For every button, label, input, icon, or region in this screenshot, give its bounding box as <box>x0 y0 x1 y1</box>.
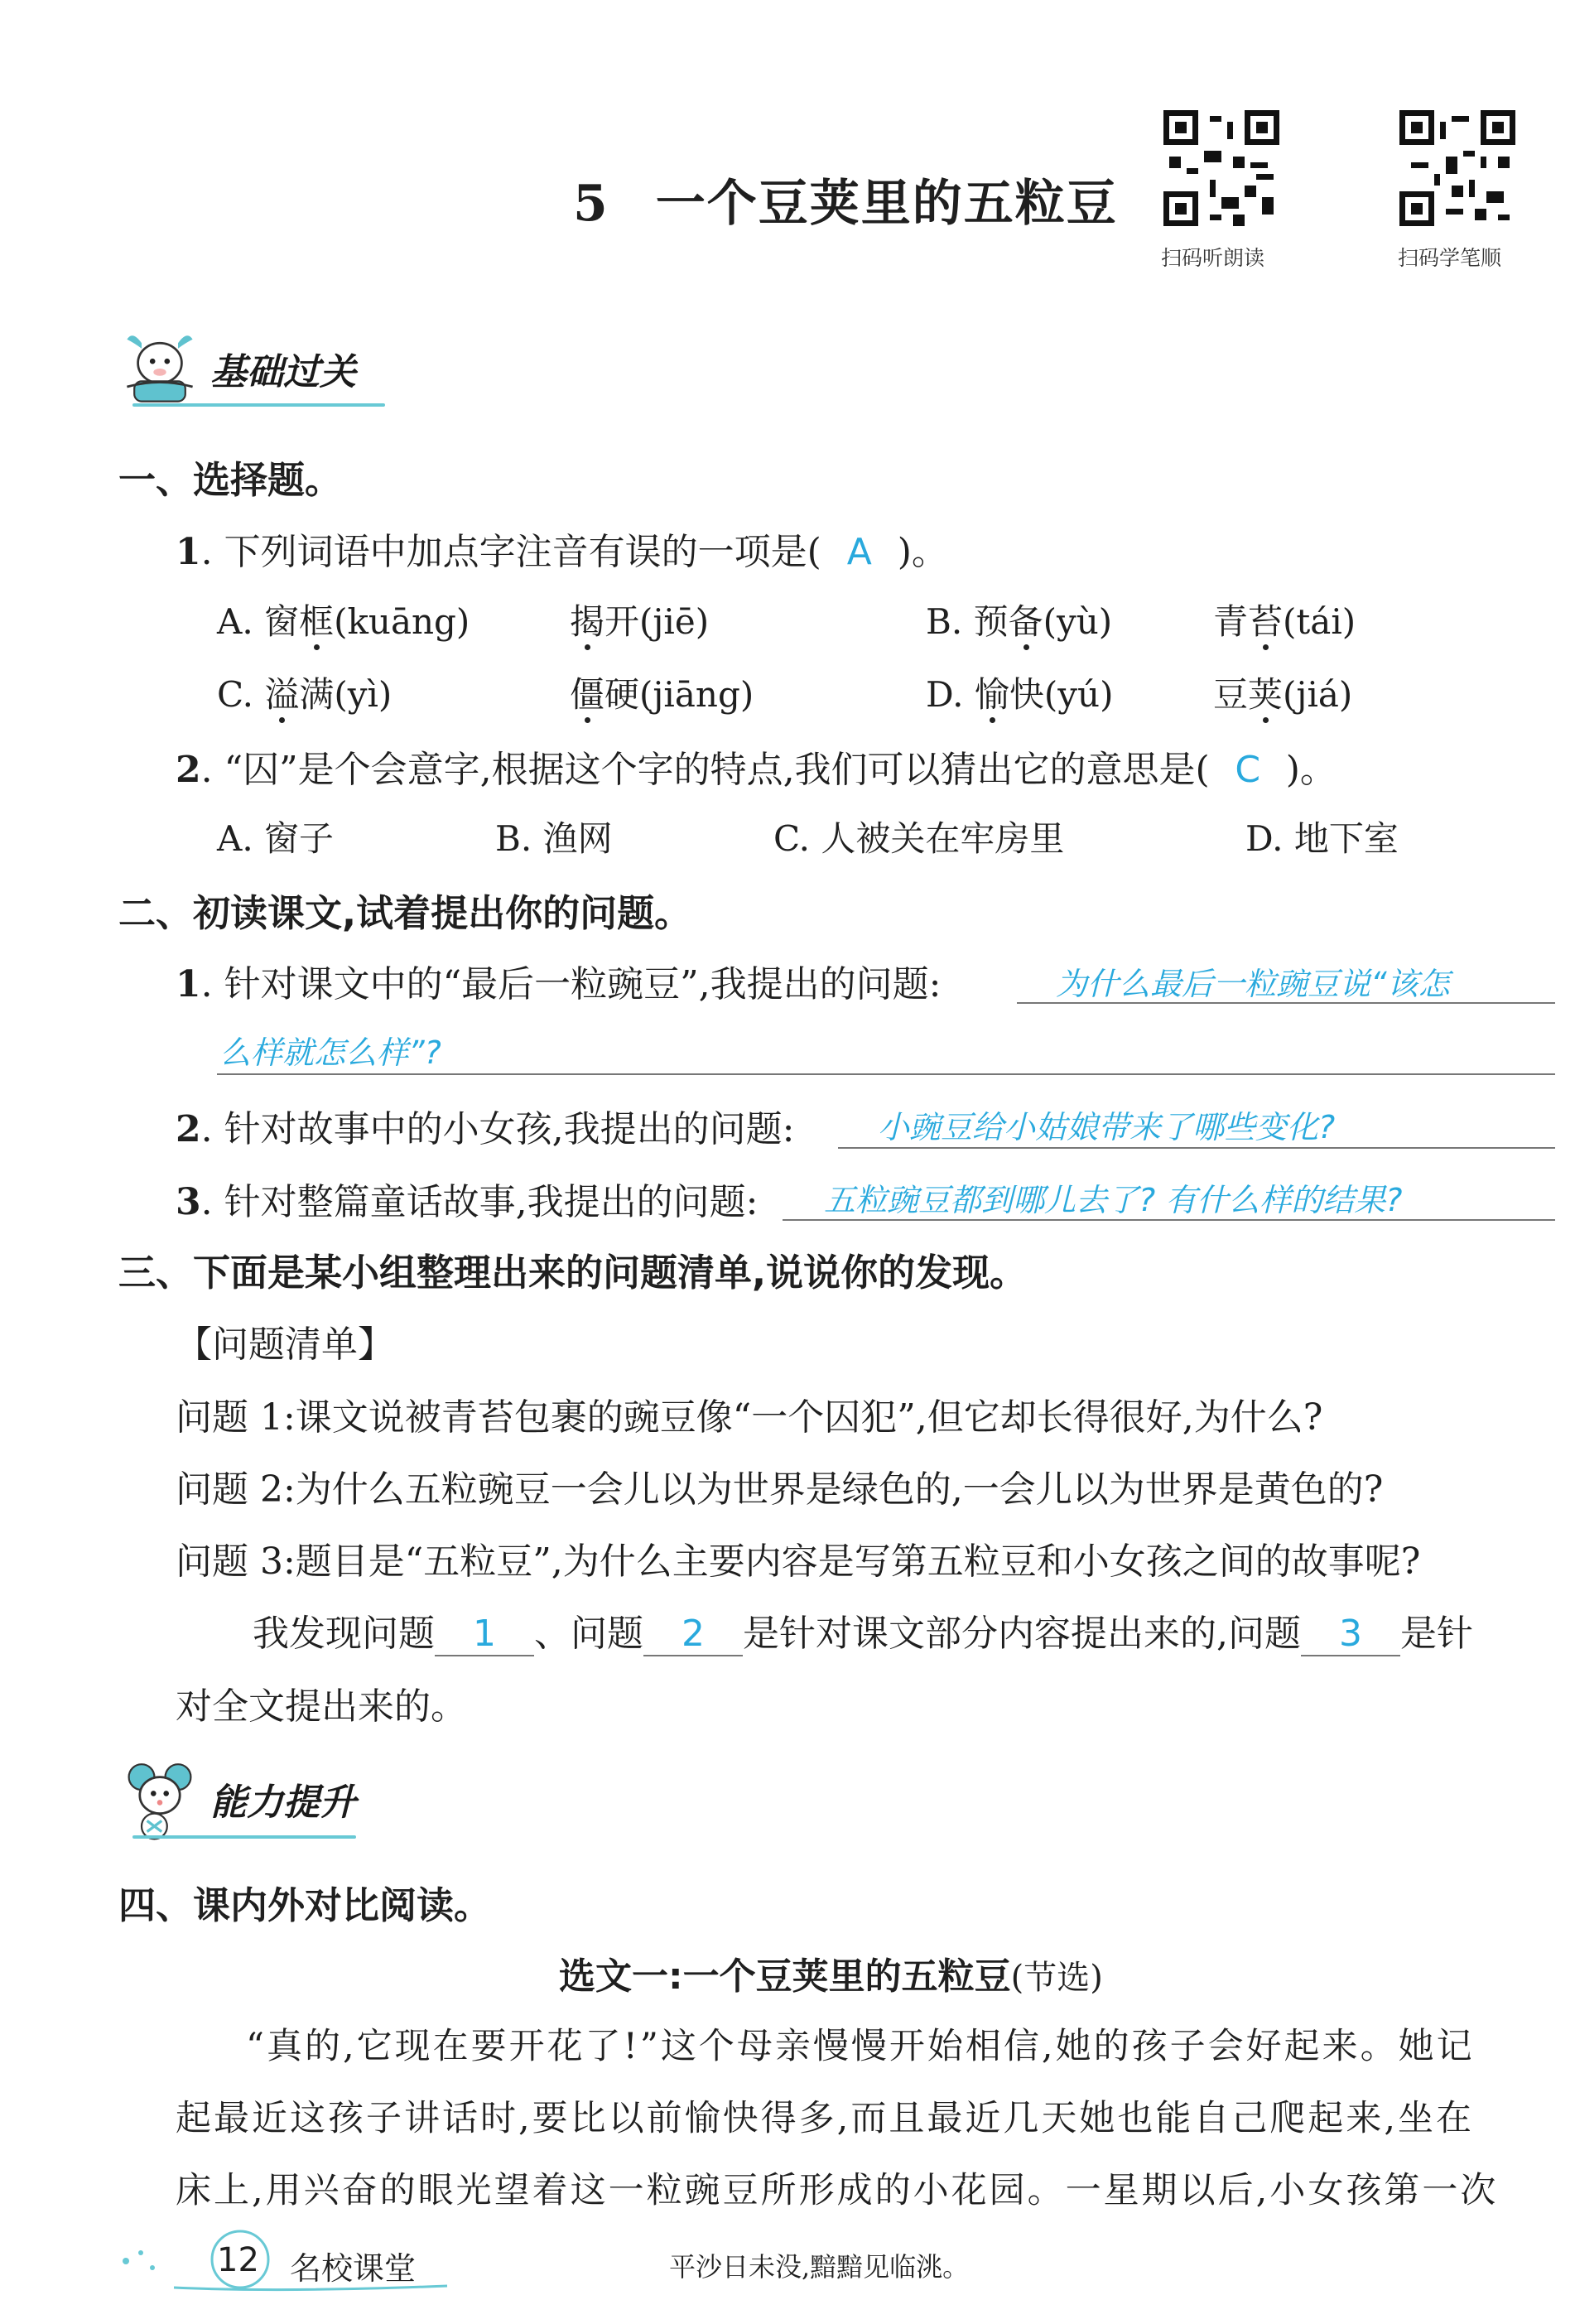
s2-item3-number: 3 <box>176 1181 201 1223</box>
answer-underline <box>1017 1002 1555 1004</box>
section1-heading: 一、选择题。 <box>118 458 343 502</box>
finding-answer-3[interactable]: 3 <box>1301 1613 1400 1656</box>
finding-part4: 是针 <box>1400 1613 1473 1655</box>
lesson-name: 一个豆荚里的五粒豆 <box>655 175 1118 233</box>
q1-text: . 下列词语中加点字注音有误的一项是( <box>200 531 821 573</box>
banner-advanced-label: 能力提升 <box>210 1782 356 1824</box>
q1-option-a1: A. 窗框(kuāng) <box>217 601 470 642</box>
passage-line-2: 起最近这孩子讲话时,要比以前愉快得多,而且最近几天她也能自己爬起来,坐在 <box>176 2098 1475 2139</box>
q1-line <box>176 522 948 575</box>
section2-heading: 二、初读课文,试着提出你的问题。 <box>118 891 692 935</box>
finding-part2: 、问题 <box>534 1613 643 1655</box>
lesson-title <box>573 164 1118 235</box>
s2-item1-number: 1 <box>176 963 201 1005</box>
question-list-title: 【问题清单】 <box>176 1324 394 1366</box>
q1-number: 1 <box>176 531 201 573</box>
question-list-item-1: 问题 1:课文说被青苔包裹的豌豆像“一个囚犯”,但它却长得很好,为什么? <box>176 1396 1323 1439</box>
finding-part3: 是针对课文部分内容提出来的,问题 <box>743 1613 1301 1655</box>
section3-heading: 三、下面是某小组整理出来的问题清单,说说你的发现。 <box>118 1251 1028 1295</box>
finding-sentence-cont: 对全文提出来的。 <box>176 1685 467 1728</box>
q1-option-b1: B. 预备(yù) <box>926 601 1113 642</box>
qr-code-stroke-order-icon[interactable] <box>1399 110 1515 226</box>
banner-advanced-underline <box>132 1835 356 1839</box>
s2-item2-number: 2 <box>176 1108 201 1150</box>
answer-underline <box>217 1073 1555 1075</box>
passage-line-1: “真的,它现在要开花了!”这个母亲慢慢开始相信,她的孩子会好起来。她记 <box>246 2026 1475 2067</box>
q2-option-a: A. 窗子 <box>217 818 335 859</box>
q2-option-c: C. 人被关在牢房里 <box>773 818 1065 859</box>
question-list-item-3: 问题 3:题目是“五粒豆”,为什么主要内容是写第五粒豆和小女孩之间的故事呢? <box>176 1540 1421 1583</box>
s2-item1-prompt <box>176 954 941 1007</box>
q1-close: )。 <box>897 531 948 573</box>
answer-underline <box>838 1147 1555 1149</box>
goat-mascot-icon <box>114 323 205 414</box>
passage-note: (节选) <box>1010 1959 1103 1997</box>
finding-part1: 我发现问题 <box>253 1613 435 1655</box>
q1-option-c1: C. 溢满(yì) <box>217 674 393 715</box>
series-name: 名校课堂 <box>290 2250 417 2287</box>
q2-option-b: B. 渔网 <box>495 818 613 859</box>
section4-heading: 四、课内外对比阅读。 <box>118 1883 492 1927</box>
mouse-mascot-icon <box>114 1753 205 1844</box>
s2-item3-answer[interactable]: 五粒豌豆都到哪儿去了? 有什么样的结果? <box>824 1182 1403 1218</box>
q1-option-c2: 僵硬(jiāng) <box>570 674 754 715</box>
q2-answer[interactable]: C <box>1235 749 1261 791</box>
finding-answer-2[interactable]: 2 <box>643 1613 743 1656</box>
s2-item2-prompt <box>176 1099 794 1152</box>
banner-basic-underline <box>132 403 385 407</box>
q2-close: )。 <box>1285 749 1337 791</box>
q2-option-d: D. 地下室 <box>1245 818 1399 859</box>
s2-item2-text: . 针对故事中的小女孩,我提出的问题: <box>200 1108 795 1150</box>
q1-option-d1: D. 愉快(yú) <box>926 674 1114 715</box>
qr-caption-stroke-order: 扫码学笔顺 <box>1398 246 1502 270</box>
finding-sentence <box>253 1603 1473 1656</box>
s2-item3-prompt <box>176 1172 758 1225</box>
passage-title-line <box>559 1946 1103 1999</box>
finding-answer-1[interactable]: 1 <box>435 1613 534 1656</box>
q1-option-d2: 豆荚(jiá) <box>1213 674 1353 715</box>
passage-title: 选文一:一个豆荚里的五粒豆 <box>559 1955 1011 1998</box>
q1-option-b2: 青苔(tái) <box>1213 601 1356 642</box>
qr-code-listen-icon[interactable] <box>1163 110 1279 226</box>
banner-basic-label: 基础过关 <box>210 351 356 393</box>
s2-item1-answer-line1[interactable]: 为什么最后一粒豌豆说“该怎 <box>1056 966 1450 1002</box>
qr-caption-listen: 扫码听朗读 <box>1161 246 1265 270</box>
s2-item2-answer[interactable]: 小豌豆给小姑娘带来了哪些变化? <box>878 1109 1336 1145</box>
s2-item1-text: . 针对课文中的“最后一粒豌豆”,我提出的问题: <box>200 963 942 1005</box>
passage-line-3: 床上,用兴奋的眼光望着这一粒豌豆所形成的小花园。一星期以后,小女孩第一次 <box>176 2170 1499 2211</box>
page-number: 12 <box>217 2241 259 2279</box>
lesson-number: 5 <box>573 175 609 233</box>
q1-answer[interactable]: A <box>846 531 872 573</box>
q1-option-a2: 揭开(jiē) <box>570 601 710 642</box>
q2-number: 2 <box>176 749 201 791</box>
s2-item1-answer-line2[interactable]: 么样就怎么样”? <box>219 1034 441 1071</box>
question-list-item-2: 问题 2:为什么五粒豌豆一会儿以为世界是绿色的,一会儿以为世界是黄色的? <box>176 1468 1384 1511</box>
banner-advanced <box>114 1749 356 1849</box>
s2-item3-text: . 针对整篇童话故事,我提出的问题: <box>200 1181 759 1223</box>
footer-quote: 平沙日未没,黯黯见临洮。 <box>669 2251 970 2283</box>
answer-underline <box>783 1219 1555 1221</box>
q2-line <box>176 740 1337 793</box>
q2-text: . “囚”是个会意字,根据这个字的特点,我们可以猜出它的意思是( <box>200 749 1210 791</box>
